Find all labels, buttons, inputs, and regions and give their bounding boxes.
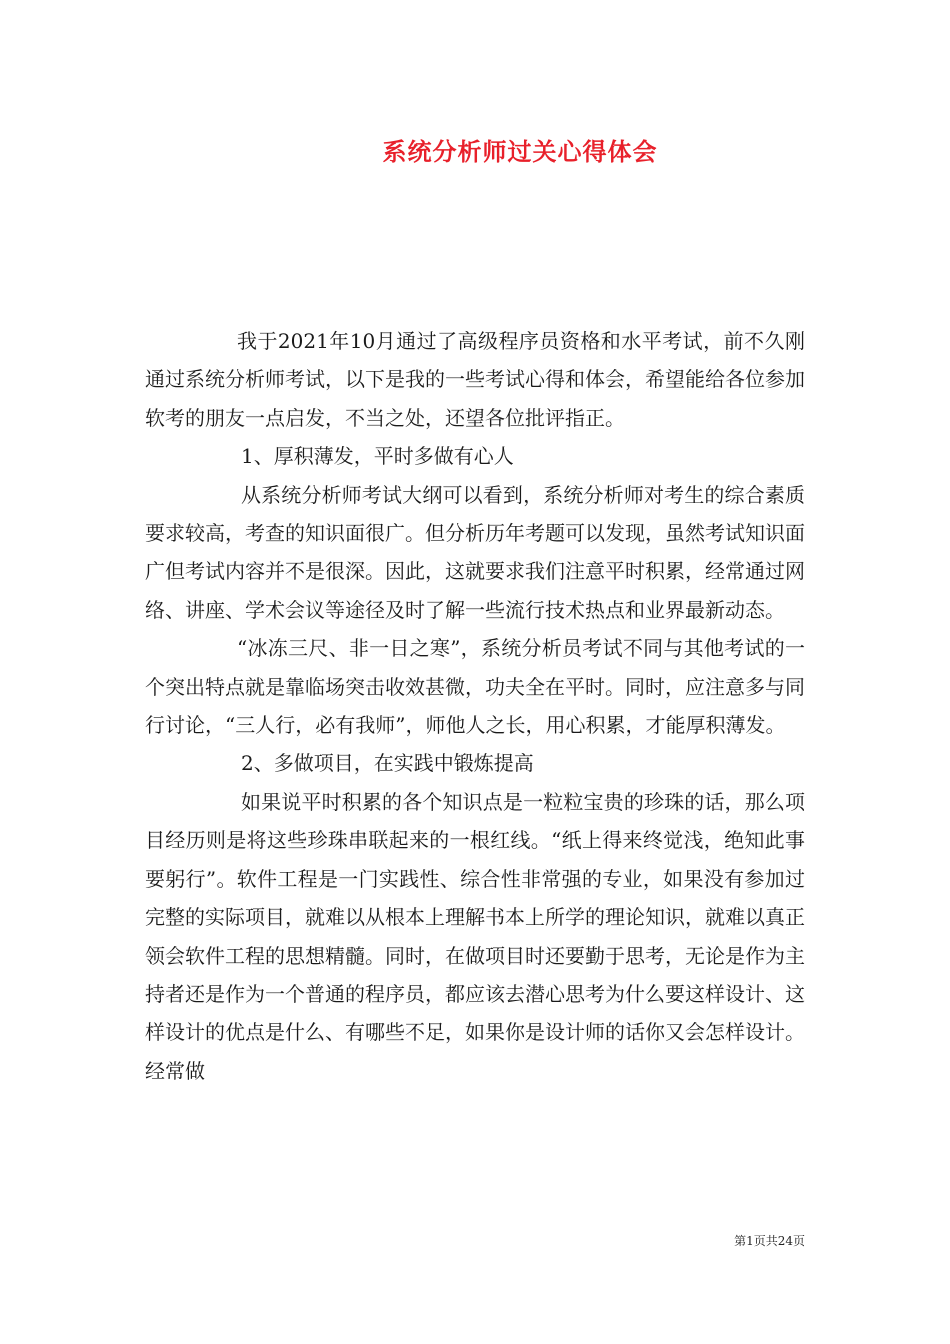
paragraph-section-1b: “冰冻三尺、非一日之寒”，系统分析员考试不同与其他考试的一个突出特点就是靠临场突击收效甚微，功夫全在平时。同时，应注意多与同行讨论，“三人行，必有我师”，师他人之长，用心积累，才能厚积薄发。 xyxy=(145,636,805,738)
document-title: 系统分析师过关心得体会 xyxy=(382,137,658,166)
paragraph-section-1a: 从系统分析师考试大纲可以看到，系统分析师对考生的综合素质要求较高，考查的知识面很广。但分析历年考题可以发现，虽然考试知识面广但考试内容并不是很深。因此，这就要求我们注意平时积累，经常通过网络、讲座、学术会议等途径及时了解一些流行技术热点和业界最新动态。 xyxy=(145,482,805,622)
paragraph-intro: 我于2021年10月通过了高级程序员资格和水平考试，前不久刚通过系统分析师考试，以下是我的一些考试心得和体会，希望能给各位参加软考的朋友一点启发，不当之处，还望各位批评指正。 xyxy=(145,329,805,430)
page-number-footer: 第1页共24页 xyxy=(734,1234,805,1248)
section-heading-2: 2、多做项目，在实践中锻炼提高 xyxy=(241,751,534,776)
paragraph-section-2: 如果说平时积累的各个知识点是一粒粒宝贵的珍珠的话，那么项目经历则是将这些珍珠串联起来的一根红线。“纸上得来终觉浅，绝知此事要躬行”。软件工程是一门实践性、综合性非常强的专业，如果没有参加过完整的实际项目，就难以从根本上理解书本上所学的理论知识，就难以真正领会软件工程的思想精髓。同时，在做项目时还要勤于思考，无论是作为主持者还是作为一个普通的程序员，都应该去潜心思考为什么要这样设计、这样设计的优点是什么、有哪些不足，如果你是设计师的话你又会怎样设计。经常做 xyxy=(145,789,805,1083)
section-heading-1: 1、厚积薄发，平时多做有心人 xyxy=(241,444,514,469)
document-body xyxy=(145,322,805,1090)
